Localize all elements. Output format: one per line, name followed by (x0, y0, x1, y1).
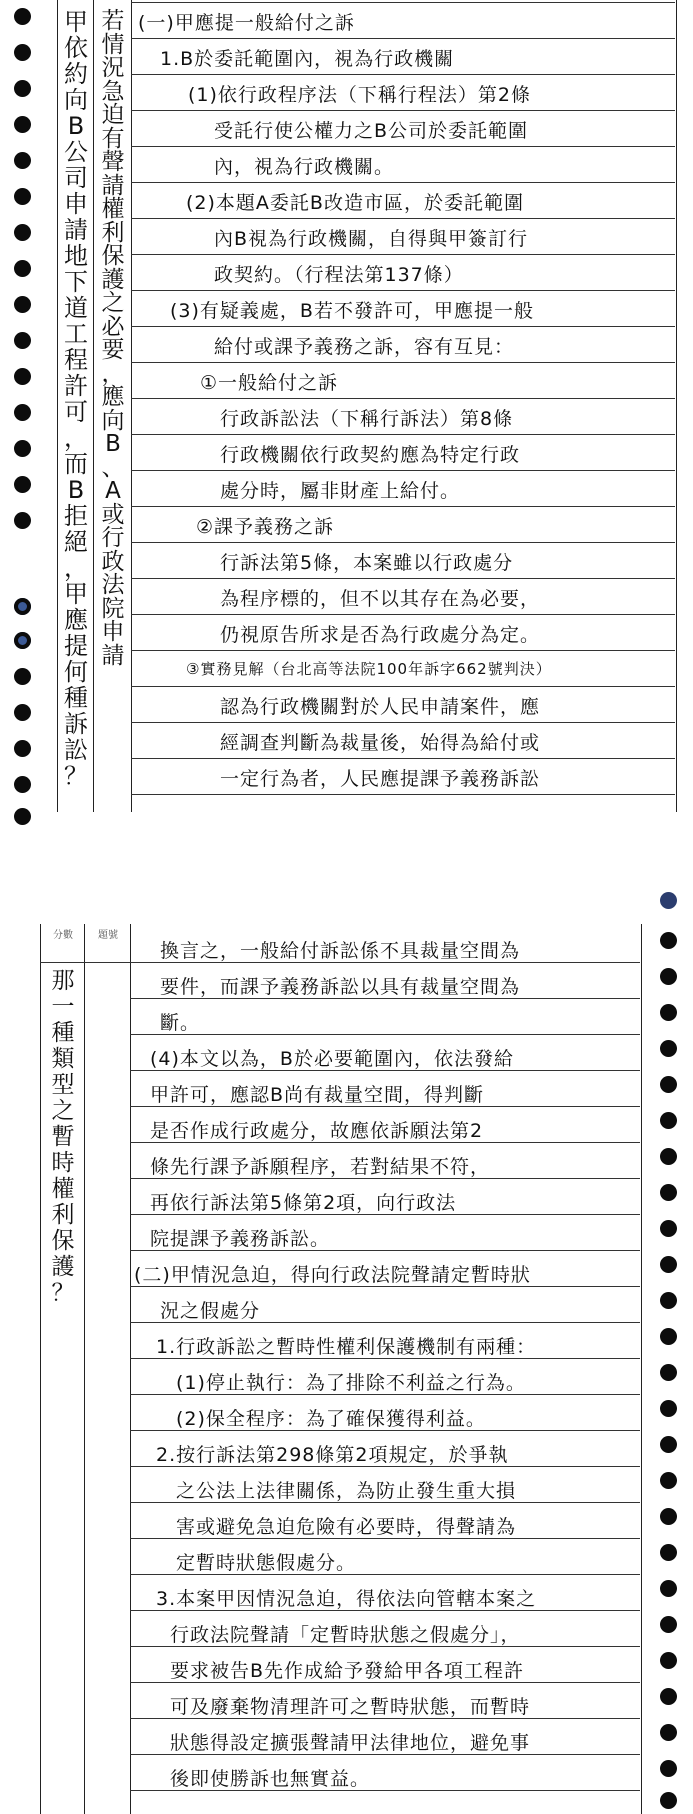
answer-sheet-page-1 (0, 0, 693, 830)
vertical-glyph: 迫 (101, 102, 125, 128)
binder-hole (14, 8, 31, 25)
margin-note-vertical (96, 10, 130, 668)
binder-hole (660, 1508, 677, 1525)
binder-hole (660, 1328, 677, 1345)
vertical-glyph: 權 (51, 1176, 75, 1202)
answer-line: 之公法上法律關係，為防止發生重大損 (176, 1480, 517, 1502)
answer-line: 條先行課予訴願程序，若對結果不符， (150, 1156, 491, 1178)
vertical-glyph: ， (101, 360, 125, 387)
vertical-glyph: 有 (101, 125, 125, 152)
vertical-glyph: 必 (101, 313, 125, 340)
answer-line: 認為行政機關對於人民申請案件，應 (220, 696, 541, 718)
answer-line: 可及廢棄物清理許可之暫時狀態，而暫時 (170, 1696, 531, 1718)
vertical-glyph: ， (64, 424, 88, 452)
vertical-glyph: 型 (51, 1072, 75, 1098)
binder-hole (14, 440, 31, 457)
vertical-glyph: 一 (51, 994, 75, 1020)
vertical-glyph: 法 (101, 572, 125, 598)
answer-line: (二)甲情況急迫，得向行政法院聲請定暫時狀 (134, 1264, 531, 1286)
binder-hole (660, 1112, 677, 1129)
vertical-glyph: 請 (101, 172, 125, 199)
vertical-glyph: 公 (64, 138, 88, 166)
answer-line: ①一般給付之訴 (200, 372, 339, 394)
vertical-glyph: 道 (64, 294, 88, 322)
binder-hole (14, 704, 31, 721)
vertical-glyph: 聲 (101, 149, 125, 175)
binder-hole (14, 224, 31, 241)
answer-line: 是否作成行政處分，故應依訴願法第2 (150, 1120, 484, 1142)
binder-hole (14, 808, 31, 825)
question-text-vertical (44, 970, 82, 1308)
binder-hole (14, 404, 31, 421)
answer-line: 內B視為行政機關，自得與甲簽訂行 (214, 228, 529, 250)
answer-line: 定暫時狀態假處分。 (176, 1552, 357, 1574)
binder-hole (660, 1616, 677, 1633)
binder-hole (660, 968, 677, 985)
answer-line: 經調查判斷為裁量後，始得為給付或 (220, 732, 541, 754)
binder-hole (660, 1724, 677, 1741)
vertical-glyph: ， (64, 554, 88, 582)
binder-hole (660, 1544, 677, 1561)
vertical-glyph: 、 (101, 454, 125, 481)
answer-line: 狀態得設定擴張聲請甲法律地位，避免事 (170, 1732, 531, 1754)
vertical-glyph: 而 (64, 450, 88, 478)
answer-line: (1)停止執行：為了排除不利益之行為。 (176, 1372, 526, 1394)
answer-line: (2)保全程序：為了確保獲得利益。 (176, 1408, 486, 1430)
binder-hole (660, 1688, 677, 1705)
answer-line: 況之假處分 (160, 1300, 261, 1322)
vertical-glyph: 保 (51, 1228, 75, 1254)
question-number-header: 題號 (98, 930, 118, 941)
column-divider (131, 0, 132, 812)
vertical-glyph: 護 (51, 1254, 75, 1280)
binder-hole (660, 1076, 677, 1093)
vertical-glyph: 情 (101, 31, 125, 58)
column-divider (130, 924, 131, 1814)
binder-hole (14, 598, 31, 615)
binder-hole (14, 776, 31, 793)
vertical-glyph: A (105, 478, 121, 504)
vertical-glyph: 訟 (64, 736, 88, 764)
binder-hole (14, 740, 31, 757)
binder-hole (660, 1040, 677, 1057)
vertical-glyph: 之 (101, 290, 125, 316)
answer-line: 受託行使公權力之B公司於委託範圍 (214, 120, 529, 142)
answer-line: 行政機關依行政契約應為特定行政 (220, 444, 521, 466)
vertical-glyph: 種 (51, 1020, 75, 1046)
vertical-glyph: 或 (101, 501, 125, 528)
answer-line: (1)依行政程序法（下稱行程法）第2條 (188, 84, 532, 106)
binder-hole (660, 1364, 677, 1381)
vertical-glyph: 許 (64, 372, 88, 400)
answer-line: 換言之，一般給付訴訟係不具裁量空間為 (160, 940, 521, 962)
answer-line: 給付或課予義務之訴，容有互見： (214, 336, 515, 358)
vertical-glyph: B (105, 431, 121, 457)
binder-hole (660, 1148, 677, 1165)
answer-line: (2)本題A委託B改造市區，於委託範圍 (186, 192, 524, 214)
binder-hole (660, 1652, 677, 1669)
binder-hole (14, 296, 31, 313)
vertical-glyph: 保 (101, 243, 125, 269)
answer-line: 要件，而課予義務訴訟以具有裁量空間為 (160, 976, 521, 998)
vertical-glyph: B (67, 112, 85, 140)
binder-hole (14, 632, 31, 649)
vertical-glyph: 可 (64, 398, 88, 426)
vertical-glyph: 絕 (64, 528, 88, 556)
answer-line: 3.本案甲因情況急迫，得依法向管轄本案之 (156, 1588, 537, 1610)
vertical-glyph: 請 (101, 642, 125, 669)
vertical-glyph: 申 (101, 619, 125, 645)
answer-line: 仍視原告所求是否為行政處分為定。 (220, 624, 541, 646)
answer-line: 1.行政訴訟之暫時性權利保護機制有兩種： (156, 1336, 537, 1358)
vertical-glyph: 況 (101, 55, 125, 81)
answer-line: 為程序標的，但不以其存在為必要， (220, 588, 541, 610)
binder-hole (660, 1184, 677, 1201)
vertical-glyph: 甲 (64, 580, 88, 608)
binder-hole (660, 1760, 677, 1777)
binder-hole (14, 476, 31, 493)
answer-line: 院提課予義務訴訟。 (150, 1228, 331, 1250)
binder-hole (14, 152, 31, 169)
answer-line: 處分時，屬非財產上給付。 (220, 480, 461, 502)
binder-hole (660, 1472, 677, 1489)
vertical-glyph: 程 (64, 346, 88, 374)
binder-hole (660, 1220, 677, 1237)
vertical-glyph: 應 (101, 384, 125, 410)
answer-line: 甲許可，應認B尚有裁量空間，得判斷 (150, 1084, 485, 1106)
vertical-glyph: 暫 (51, 1124, 75, 1150)
vertical-glyph: 種 (64, 684, 88, 712)
vertical-glyph: 之 (51, 1098, 75, 1124)
vertical-glyph: 利 (101, 219, 125, 246)
vertical-glyph: 類 (51, 1046, 75, 1072)
vertical-glyph: 政 (101, 548, 125, 575)
answer-line: ③實務見解（台北高等法院100年訴字662號判決） (186, 660, 552, 678)
answer-line: ②課予義務之訴 (196, 516, 335, 538)
binder-hole (14, 668, 31, 685)
vertical-glyph: 向 (101, 407, 125, 434)
answer-line: 政契約。（行程法第137條） (214, 264, 464, 286)
vertical-glyph: 約 (64, 60, 88, 88)
vertical-glyph: 應 (64, 606, 88, 634)
answer-line: 再依行訴法第5條第2項，向行政法 (150, 1192, 457, 1214)
page-gap (0, 830, 693, 870)
vertical-glyph: 那 (51, 968, 75, 994)
vertical-glyph: 請 (64, 216, 88, 244)
vertical-glyph: 急 (101, 78, 125, 105)
column-divider (93, 0, 94, 812)
answer-line: 行訴法第5條，本案雖以行政處分 (220, 552, 514, 574)
vertical-glyph: ？ (51, 1280, 75, 1306)
vertical-glyph: 時 (51, 1150, 75, 1176)
vertical-glyph: 院 (101, 595, 125, 622)
binder-hole (14, 116, 31, 133)
vertical-glyph: 下 (64, 268, 88, 296)
column-divider (84, 924, 85, 1814)
answer-line: 內，視為行政機關。 (214, 156, 395, 178)
binder-hole (14, 332, 31, 349)
binder-hole (14, 512, 31, 529)
binder-hole (660, 1400, 677, 1417)
vertical-glyph: ？ (64, 762, 88, 790)
question-text-vertical (60, 10, 92, 790)
vertical-glyph: B (67, 476, 85, 504)
answer-line: 1.B於委託範圍內，視為行政機關 (160, 48, 455, 70)
answer-line: 2.按行訴法第298條第2項規定，於爭執 (156, 1444, 509, 1466)
vertical-glyph: 向 (64, 86, 88, 114)
answer-line: 斷。 (160, 1012, 201, 1034)
binder-hole (660, 1004, 677, 1021)
answer-sheet-page-2 (0, 870, 693, 1814)
binder-hole (660, 892, 677, 909)
binder-hole (14, 80, 31, 97)
answer-line: (4)本文以為，B於必要範圍內，依法發給 (150, 1048, 514, 1070)
answer-line: 一定行為者，人民應提課予義務訴訟 (220, 768, 541, 790)
answer-line: 害或避免急迫危險有必要時，得聲請為 (176, 1516, 517, 1538)
binder-hole (14, 368, 31, 385)
binder-hole (14, 188, 31, 205)
vertical-glyph: 若 (101, 8, 125, 34)
binder-hole (660, 1436, 677, 1453)
vertical-glyph: 訴 (64, 710, 88, 738)
vertical-glyph: 申 (64, 190, 88, 218)
vertical-glyph: 行 (101, 525, 125, 551)
binder-hole (660, 1580, 677, 1597)
binder-hole (14, 44, 31, 61)
vertical-glyph: 權 (101, 196, 125, 222)
vertical-glyph: 提 (64, 632, 88, 660)
binder-hole (660, 932, 677, 949)
answer-line: 行政訴訟法（下稱行訴法）第8條 (220, 408, 514, 430)
vertical-glyph: 依 (64, 34, 88, 62)
vertical-glyph: 地 (64, 242, 88, 270)
vertical-glyph: 利 (51, 1202, 75, 1228)
vertical-glyph: 要 (101, 337, 125, 363)
binder-hole (660, 1256, 677, 1273)
vertical-glyph: 何 (64, 658, 88, 686)
vertical-glyph: 工 (64, 320, 88, 348)
binder-hole (660, 1792, 677, 1809)
binder-hole (14, 260, 31, 277)
answer-line: 要求被告B先作成給予發給甲各項工程許 (170, 1660, 525, 1682)
vertical-glyph: 護 (101, 266, 125, 293)
vertical-glyph: 司 (64, 164, 88, 192)
binder-hole (660, 1292, 677, 1309)
answer-line: 行政法院聲請「定暫時狀態之假處分」， (170, 1624, 521, 1646)
vertical-glyph: 甲 (64, 8, 88, 36)
answer-line: 後即使勝訴也無實益。 (170, 1768, 371, 1790)
score-header: 分數 (53, 930, 73, 941)
vertical-glyph: 拒 (64, 502, 88, 530)
answer-line: (一)甲應提一般給付之訴 (138, 12, 355, 34)
answer-line: (3)有疑義處，B若不發許可，甲應提一般 (170, 300, 534, 322)
